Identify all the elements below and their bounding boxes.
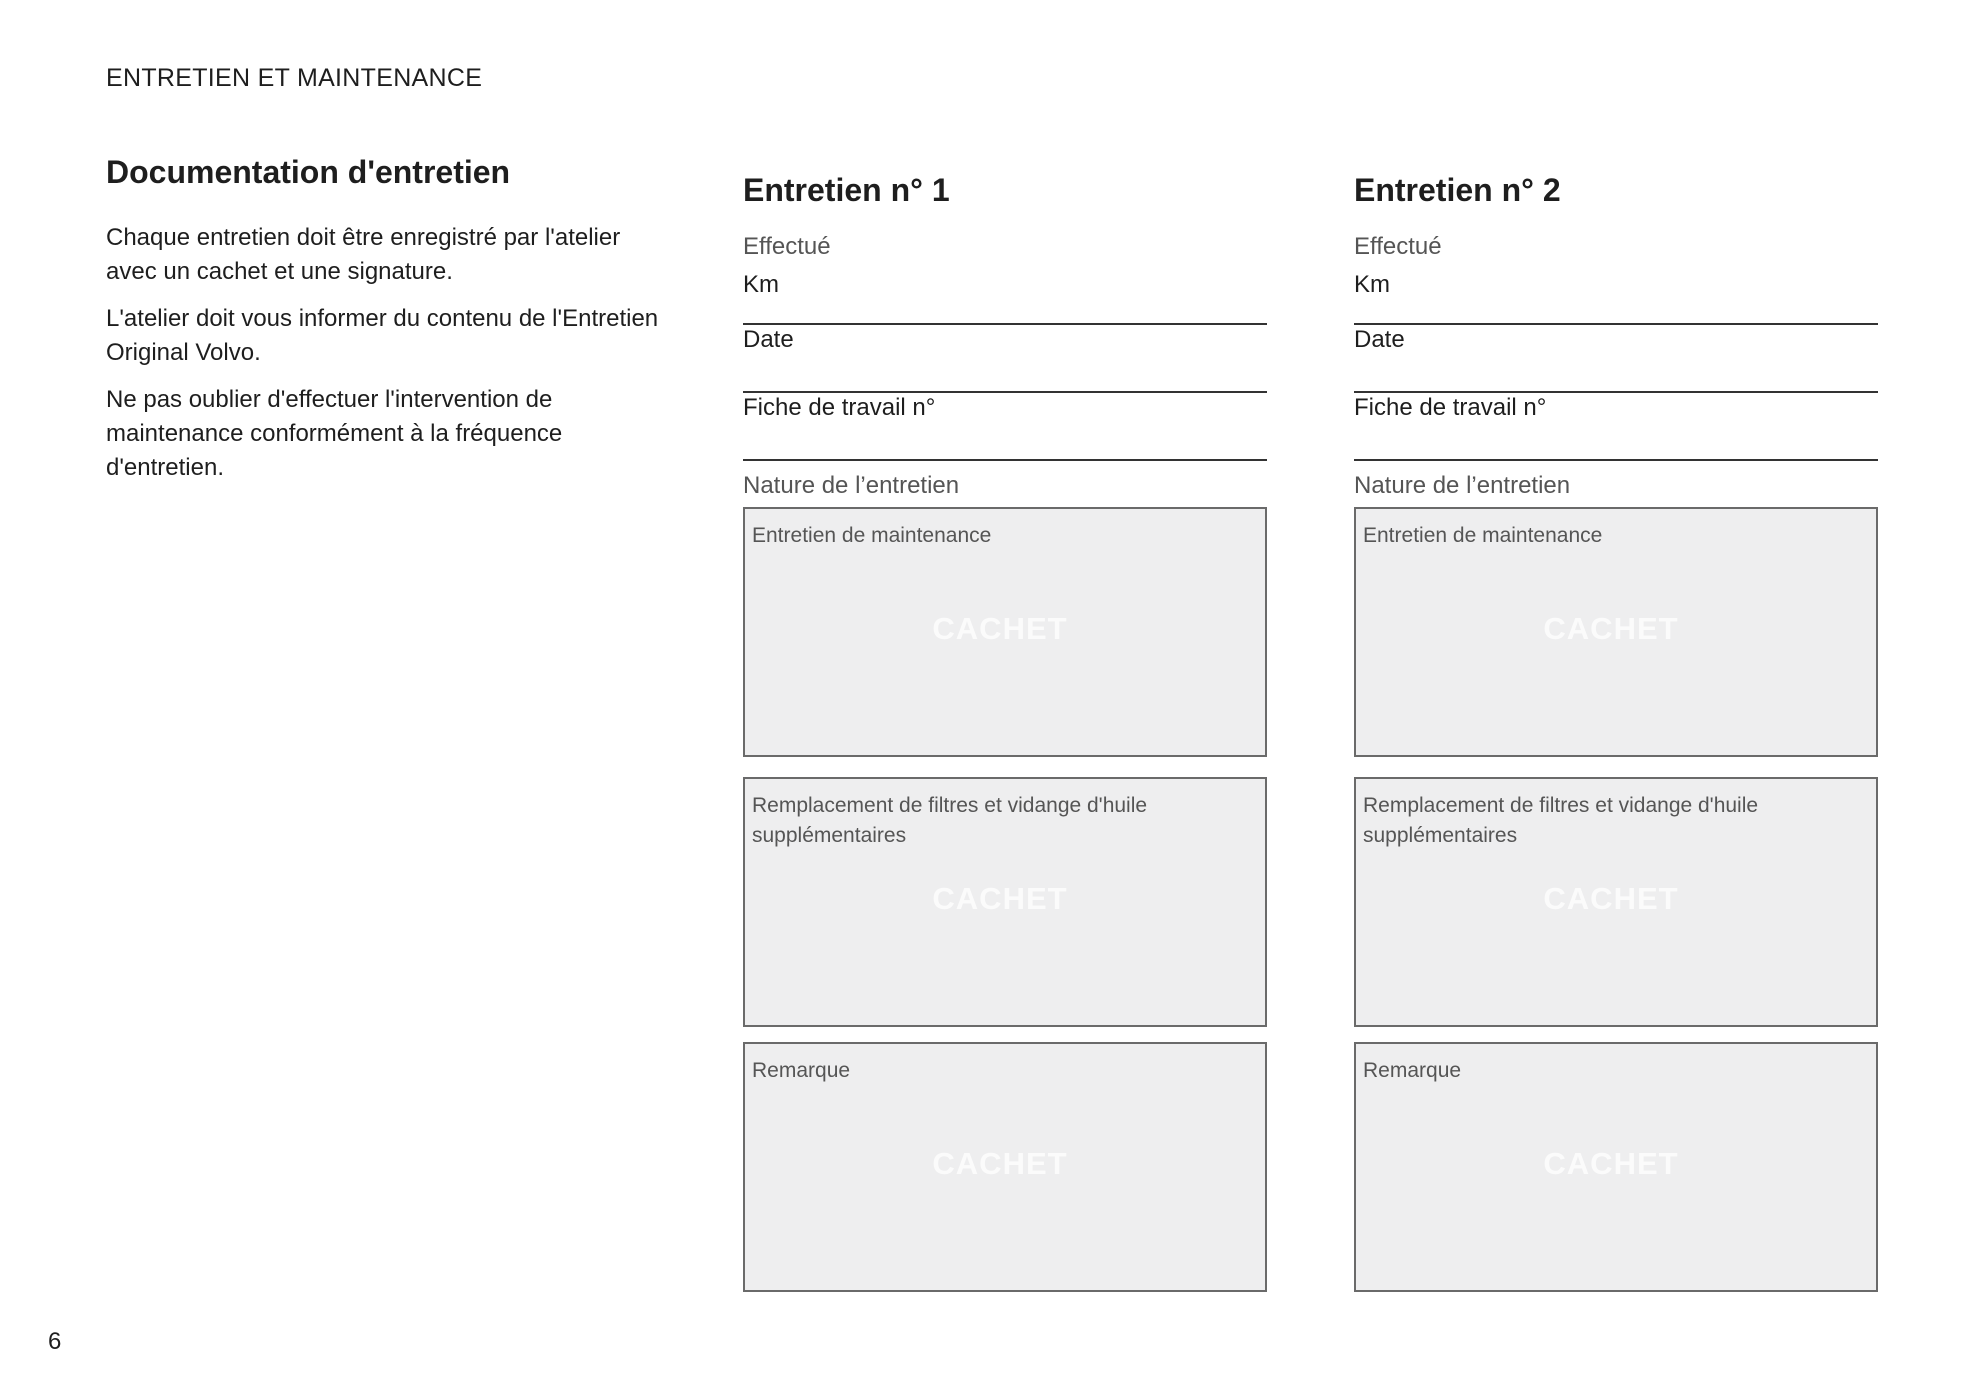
stamp-placeholder: CACHET (932, 881, 1068, 916)
section-header: ENTRETIEN ET MAINTENANCE (106, 64, 483, 92)
service-entry-1 (743, 168, 1267, 1292)
entry-title: Entretien n° 2 (1354, 172, 1561, 208)
work-order-field[interactable]: Fiche de travail n° (743, 393, 1267, 461)
performed-label: Effectué (1354, 233, 1442, 260)
intro-paragraph: L'atelier doit vous informer du contenu de l'Entretien Original Volvo. (106, 305, 659, 366)
filter-oil-change-stamp-box[interactable] (743, 777, 1267, 1027)
km-field[interactable]: Km (1354, 270, 1878, 325)
stamp-placeholder: CACHET (1543, 611, 1679, 646)
box-label: Remarque (752, 1059, 851, 1082)
stamp-placeholder: CACHET (1543, 1146, 1679, 1181)
intro-paragraph: Ne pas oublier d'effectuer l'intervention de maintenance conformément à la fréquence d'entretien. (106, 386, 563, 481)
date-field[interactable]: Date (743, 325, 1267, 393)
date-field[interactable]: Date (1354, 325, 1878, 393)
km-field[interactable]: Km (743, 270, 1267, 325)
stamp-placeholder: CACHET (932, 1146, 1068, 1181)
intro-title: Documentation d'entretien (106, 154, 511, 190)
intro-paragraph: Chaque entretien doit être enregistré par l'atelier avec un cachet et une signature. (106, 224, 621, 285)
stamp-placeholder: CACHET (1543, 881, 1679, 916)
filter-oil-change-stamp-box[interactable] (1354, 777, 1878, 1027)
remarks-stamp-box[interactable] (1354, 1042, 1878, 1292)
page-number: 6 (48, 1328, 62, 1355)
service-entry-2 (1354, 168, 1878, 1292)
box-label: Entretien de maintenance (752, 524, 992, 547)
entry-title: Entretien n° 1 (743, 172, 950, 208)
service-type-label: Nature de l’entretien (743, 472, 960, 499)
box-label: Entretien de maintenance (1363, 524, 1603, 547)
box-label: Remplacement de filtres et vidange d'huile supplémentaires (752, 794, 1148, 847)
stamp-placeholder: CACHET (932, 611, 1068, 646)
maintenance-stamp-box[interactable] (1354, 507, 1878, 757)
service-type-label: Nature de l’entretien (1354, 472, 1571, 499)
remarks-stamp-box[interactable] (743, 1042, 1267, 1292)
performed-label: Effectué (743, 233, 831, 260)
work-order-field[interactable]: Fiche de travail n° (1354, 393, 1878, 461)
maintenance-stamp-box[interactable] (743, 507, 1267, 757)
box-label: Remplacement de filtres et vidange d'huile supplémentaires (1363, 794, 1759, 847)
box-label: Remarque (1363, 1059, 1462, 1082)
intro-section (106, 154, 666, 498)
